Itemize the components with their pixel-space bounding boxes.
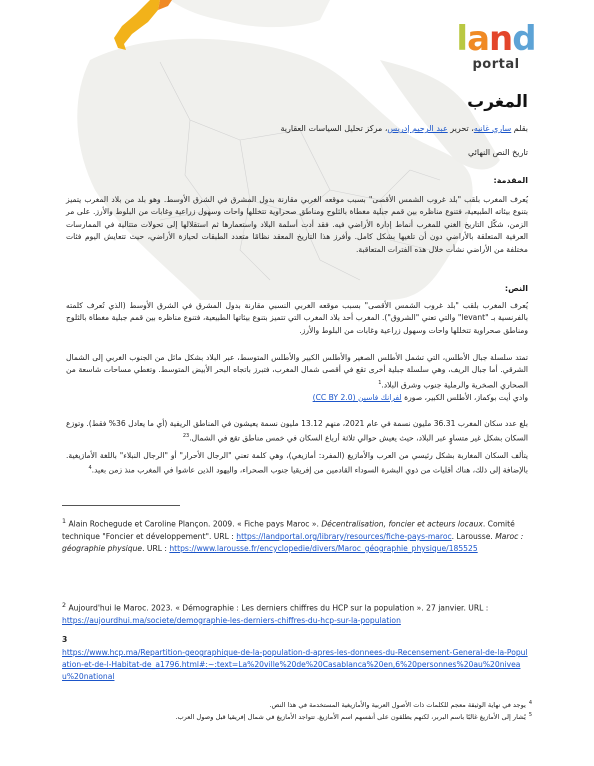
footnote-ref-2[interactable]: 2 xyxy=(182,433,187,440)
logo-wordmark xyxy=(450,19,542,59)
footnote-4-text: يوجد في نهاية الوثيقة معجم للكلمات ذات الأصول العربية والأمازيغية المستخدمة في هذا النص. xyxy=(269,701,526,710)
footnote-3-link[interactable]: https://www.hcp.ma/Repartition-geographique-de-la-population-d-apres-les-donnees-du-Recensement-General-de-la-Population-et-de-l-Habitat-de_a1796.html#:~:text=La%20ville%20de%20Casablanca%20en,6%20personnes%20au%20niveau%20national xyxy=(62,648,528,682)
footnote-4-number: 4 xyxy=(528,700,532,706)
footnote-3-number: 3 xyxy=(62,635,68,644)
footnote-ref-4[interactable]: 4 xyxy=(88,465,92,472)
text-heading: النص: xyxy=(504,284,528,293)
land-portal-logo xyxy=(450,19,542,72)
footnote-1-text: . Comité technique "Foncier et développement". URL : xyxy=(62,519,515,541)
byline xyxy=(281,124,528,133)
byline-suffix: ، مركز تحليل السياسات العقارية xyxy=(280,124,388,133)
footnote-1-work-2: Maroc : géographie physique xyxy=(62,531,524,553)
editor-link[interactable]: عبد الرحيم إدريس xyxy=(387,124,448,133)
footnote-1-link-2[interactable]: https://www.larousse.fr/encyclopedie/divers/Maroc_géographie_physique/185525 xyxy=(169,543,478,553)
logo-letter-n: n xyxy=(489,19,513,59)
footnote-divider xyxy=(62,505,180,506)
footnote-ref-1[interactable]: 1 xyxy=(378,379,382,386)
footnote-2 xyxy=(62,600,532,627)
byline-prefix: بقلم xyxy=(513,124,528,133)
photo-caption xyxy=(313,393,528,402)
byline-editor-prefix: ، تحرير xyxy=(450,124,474,133)
footnote-5-number: 5 xyxy=(528,712,532,718)
caption-text: وادي أيت بوكماز، الأطلس الكبير، صورة xyxy=(404,393,528,402)
footnote-1-authors: Alain Rochegude et Caroline Plançon. 2009. « Fiche pays Maroc ». xyxy=(68,519,322,529)
logo-letter-a: a xyxy=(467,19,490,59)
footnote-1-text-2: . URL : xyxy=(142,543,170,553)
footnote-2-link[interactable]: https://aujourdhui.ma/societe/demographie-les-derniers-chiffres-du-hcp-sur-la-population xyxy=(62,615,401,625)
footnote-1 xyxy=(62,516,532,555)
logo-letter-l: l xyxy=(456,19,468,59)
logo-letter-d: d xyxy=(512,19,536,59)
page-title: المغرب xyxy=(467,92,528,112)
footnote-1-work: Décentralisation, foncier et acteurs locaux xyxy=(321,519,483,529)
text-paragraph-4-body: يتألف السكان المغاربة بشكل رئيسي من العرب والأمازيغ (المفرد: أمازيغي)، وهي كلمة تعني "الرجال الأحرار" أو "الرجال النبلاء" باللغة الأمازيغية. بالإضافة إلى ذلك، هناك أقليات من ذوي البشرة السوداء القادمين من إفريقيا جنوب الصحراء، واليهود الذين عاشوا في المغرب منذ زمن بعيد. xyxy=(66,451,528,475)
intro-paragraph: يُعرف المغرب بلقب "بلد غروب الشمس الأقصى" بسبب موقعه الغربي مقارنة بدول المشرق في الشرق الأوسط. وهو بلد من بلاد المغرب يتميز بتنوع بيئاته الطبيعية، فتنوع مناظره بين قمم جبلية مغطاة بالثلوج ومناطق صحراوية تتخللها واحات وسهول زراعية وغابات من البلوط والأرز. على مر الزمن، شكّل التاريخ الغني للمغرب أنماط إدارة الأراضي فيه. فقد أدت أسلمة البلاد واستعمارها ثم استقلالها إلى تحولات متتالية في الممارسات العرفية المتعلقة بالأراضي دون أن تلغيها بشكل كامل. وأفرز هذا التاريخ المعقد نظامًا متعدد الطبقات لحيازة الأراضي، حيث تتعايش اليوم فئات مختلفة من الأراضي نشأت خلال هذه الفترات المتعاقبة. xyxy=(66,195,528,254)
text-paragraph-4 xyxy=(66,450,528,477)
footnote-5 xyxy=(62,709,532,723)
intro-heading: المقدمة: xyxy=(493,176,528,185)
caption-credit-link[interactable]: لفرانك فاسين (CC BY 2.0) xyxy=(312,393,402,402)
footnote-3 xyxy=(62,647,532,684)
text-paragraph-2-body: تمتد سلسلة جبال الأطلس، التي تشمل الأطلس الصغير والأطلس الكبير والأطلس المتوسط، عبر البلاد بشكل مائل من الجنوب الغربي إلى الشمال الشرقي. أما جبال الريف، وهي سلسلة جبلية أخرى تقع في أقصى شمال المغرب، فتبرز باتجاه البحر الأبيض المتوسط. وتغطي مساحات شاسعة من الصحاري الصخرية والرملية جنوب وشرق البلاد. xyxy=(66,353,528,390)
author-link[interactable]: ساري غانيه xyxy=(473,124,512,133)
footnote-5-text: يُشار إلى الأمازيغ غالبًا باسم البربر، لكنهم يطلقون على أنفسهم اسم الأمازيغ. تتواجد الأمازيغ في شمال إفريقيا قبل وصول العرب. xyxy=(175,713,526,722)
footnote-1-mid: . Larousse. xyxy=(451,531,496,541)
text-paragraph-1: يُعرف المغرب بلقب "بلد غروب الشمس الأقصى" بسبب موقعه الغربي النسبي مقارنة بدول المشرق في الشرق الأوسط (الذي تُعرف كلمته بالفرنسية بـ "levant" والتي تعني "الشروق"). المغرب أحد بلاد المغرب التي تتميز بتنوع بيئاتها الطبيعية، فتنوع مناظره بين قمم جبلية مغطاة بالثلوج ومناطق صحراوية تتخللها واحات وسهول زراعية وغابات من البلوط والأرز. xyxy=(66,301,529,335)
footnote-2-number: 2 xyxy=(62,602,67,609)
text-paragraph-3-body: بلغ عدد سكان المغرب 36.31 مليون نسمة في عام 2021، منهم 13.12 مليون نسمة يعيشون في المناطق الريفية (أي ما يعادل 36% فقط). وتوزع السكان بشكل غير متساوٍ عبر البلاد، حيث يعيش حوالي ثلاثة أرباع السكان في خمس مناطق تقع في الشمال. xyxy=(66,419,528,443)
text-paragraph-3 xyxy=(66,418,528,445)
footnote-1-link-1[interactable]: https://landportal.org/library/resources/fiche-pays-maroc xyxy=(236,531,452,541)
footnote-1-number: 1 xyxy=(62,518,67,525)
final-date-label: تاريخ النص النهائي xyxy=(468,148,528,157)
footnote-ref-3[interactable]: 3 xyxy=(186,433,190,440)
footnote-2-text: Aujourd'hui le Maroc. 2023. « Démographie : Les derniers chiffres du HCP sur la population ». 27 janvier. URL : xyxy=(68,603,489,613)
logo-subtitle: portal xyxy=(472,57,520,72)
text-paragraph-2 xyxy=(66,352,528,392)
